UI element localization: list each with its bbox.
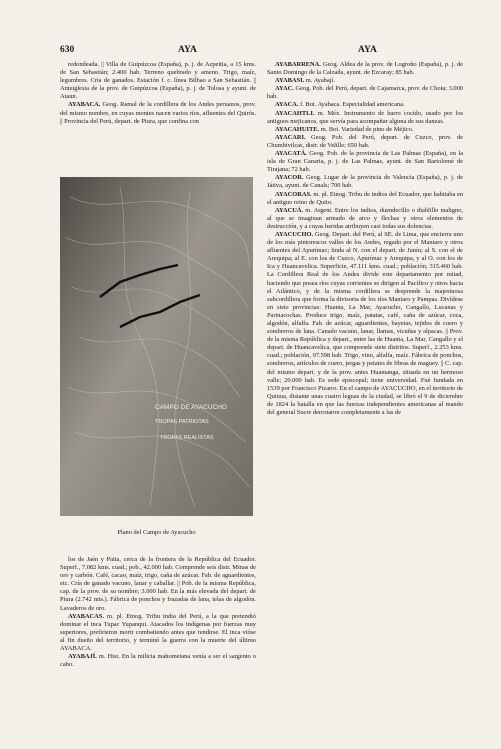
entry-headword: AYACAHUITE. (275, 125, 320, 133)
entry-paragraph (60, 556, 256, 613)
entry-text: m. Ayabají. (305, 77, 335, 85)
entry-headword: AYABACA. (68, 101, 101, 109)
entry-headword: AYACUCHO. (275, 230, 314, 238)
entry-text: Geog. Pob. de la provincia de Las Palmas (España), en la isla de Gran Canaria, p. j. de Las Palmas, ayunt. de San Bartolomé de Tirajana; 72 hab. (267, 150, 463, 174)
entry-headword: AYABARRENA. (275, 61, 321, 68)
entry-paragraph (267, 61, 463, 77)
entry-paragraph (267, 191, 463, 207)
entry-text: Geog. Depart. del Perú, al SE. de Lima, que encierra uno de los más pintorescos valles de los Andes, regado por el Mantaro y otros afluentes del Apurímac; linda al N. con el depart. de Junín; al S. con el de Arequipa; al E. con los de Cuzco, Apurímac y Arequipa, y al O. con los de Ica y Huancavelica. Superficie, 47.111 kms. cuad.; población, 315.460 hab. La Cordillera Real de los Andes divide este departamento por mitad, haciendo que posea ríos cuyas corrientes se dirigen al Pacífico y otros hacia el Atlántico, y de la misma cordillera se desprende la majestuosa subcordillera que forma la divisoria de los ríos Mantaro y Pampas. Divídese en siete provincias: Huanta, La Mar, Ayacucho, Cangallo, Lucanas y Parinacochas. Produce trigo, maíz, patatas, café, caña de azúcar, coca, algodón, alfalfa. Fab. de azúcar, aguardientes, bayetas, tejidos de cuero y sombreros de lana. Canado vacuno, lanar, llamas, vicuñas y alpacas. || Prov. de la misma República y depart., entre las de Huanta, La Mar, Cangallo y el depart. de Huancavelica, que comprende siete distritos. Superf., 2.253 kms. cuad.; población, 97.598 hab. Trigo, vino, alfalfa, maíz. Fábrica de ponchos, sombreros, artículos de cuero, jergas y petates de fibras de maguey. || C. cap. del mismo depart. y de la prov. antes Huamanga, situada en un hermoso valle; 20.000 hab. Es sede episcopal; tiene universidad. Fué fundada en 1539 por Francisco Pizarro. En el campo de AYACUCHO, en el territorio de Quinua, distante unas cuatro leguas de la ciudad, se libró el 9 de diciembre de 1824 la batalla en que las fuerzas independientes americanas al mando del general Sucre derrotaron completamente a las de (267, 230, 463, 417)
entry-headword: AYACA. (275, 101, 299, 109)
entry-paragraph (267, 134, 463, 150)
entry-text: Geog. Lugar de la provincia de Valencia (España), p. j. de Játiva, ayunt. de Canals; 700 hab. (267, 174, 463, 190)
entry-paragraph (267, 126, 463, 134)
right-column (267, 61, 463, 699)
entry-text: los de Jaén y Paita, cerca de la frontera de la República del Ecuador. Superf., 7.082 kms. cuad.; pob., 42.000 hab. Comprende seis distr. Minas de oro y carbón. Café, cacao, maíz, trigo, caña de azúcar. Fab. de aguardientes, etc. Cría de ganado vacuno, lanar y caballar. || Pob. de la misma República, cap. de la prov. de su nombre; 3.000 hab. En la más elevada del depart. de Piura (2.742 mts.). Fábrica de ponchos y frazadas de lana, telas de algodón. Lavaderos de oro. (60, 556, 256, 612)
entry-headword: AYACARI. (275, 133, 306, 141)
entry-text: m. Méx. Instrumento de barro cocido, usado por los antiguos mejicanos, que servía para acompañar alguna de sus danzas. (267, 109, 463, 125)
entry-text: f. Bot. Ayabaca. Especialidad americana. (300, 101, 405, 109)
entry-text: m. Hist. En la milicia mahometana venía a ser el sargento o cabo. (60, 653, 256, 669)
entry-paragraph (267, 101, 463, 109)
entry-text: Geog. Pob. del Perú, depart. de Cuzco, prov. de Chumbivilcas, distr. de Velille; 650 hab. (267, 133, 463, 149)
entry-paragraph (60, 613, 256, 653)
entry-text: m. Argent. Entre los indios, duendecillo o diablillo maligno, al que se imaginan armado de arco y flechas y otros elementos de destrucción, y a cuyas heridas atribuyen casi todas sus dolencias. (267, 206, 463, 230)
entry-headword: AYACOR. (275, 174, 304, 182)
legend-royalist: TROPAS REALISTAS (160, 435, 214, 441)
entry-text: Geog. Ramal de la cordillera de los Andes peruanos, prov. del mismo nombre, en cuyas montes nacen varios ríos, afluentes del Quirós. || Provincia del Perú, depart. de Piura, que confina con (60, 101, 256, 125)
entry-text: Geog. Pob. del Perú, depart. de Cajamarca, prov. de Chota; 3.000 hab. (267, 85, 463, 101)
right-guide-word: AYA (358, 45, 377, 55)
entry-paragraph (267, 150, 463, 174)
entry-text: m. pl. Etnog. Tribu india del Perú, a la que pretendió dominar el inca Tupac Yupanqui. Atacados los indígenas por fuerzas muy superiores, prefirieron morir combatiendo antes que rendirse. El inca vióse al fin dueño del territorio, y terminó la guerra con la muerte del último AYABACA. (60, 612, 256, 653)
entry-paragraph (267, 231, 463, 417)
entry-headword: AYACATÁ. (275, 150, 307, 158)
entry-paragraph (60, 101, 256, 125)
entry-headword: AYABAJÍ. (68, 653, 97, 661)
entry-text: m. Bot. Variedad de pino de Méjico. (320, 125, 414, 133)
entry-paragraph (267, 85, 463, 101)
entry-headword: AYACORAS. (275, 190, 312, 198)
left-column-bottom (60, 556, 256, 699)
battlefield-map (60, 177, 253, 516)
entry-paragraph (60, 653, 256, 669)
left-column-top (60, 61, 256, 176)
running-head (60, 45, 460, 57)
entry-text: m. pl. Etnog. Tribu de indios del Ecuador, que habitaba en el antiguo reino de Quito. (267, 190, 463, 206)
terrain-background (60, 177, 253, 516)
battlefield-map-figure (60, 177, 253, 516)
left-guide-word: AYA (178, 45, 197, 55)
entry-paragraph (267, 174, 463, 190)
map-title: CAMPO DE AYACUCHO (155, 404, 227, 411)
entry-headword: AYABACAS. (68, 612, 104, 620)
figure-caption: Plano del Campo de Ayacucho (117, 529, 196, 536)
entry-headword: AYACUÁ. (275, 206, 304, 214)
legend-patriot: TROPAS PATRIOTAS (155, 419, 209, 425)
entry-paragraph (267, 110, 463, 126)
entry-paragraph (267, 77, 463, 85)
entry-paragraph (267, 207, 463, 231)
page-number: 630 (60, 45, 75, 55)
entry-text: Geog. Aldea de la prov. de Logroño (España), p. j. de Santo Domingo de la Calzada, ayunt. de Ezcaray; 85 hab. (267, 61, 463, 77)
entry-headword: AYAC. (275, 85, 294, 93)
entry-paragraph (60, 61, 256, 101)
entry-text: redondeada. || Villa de Guipúzcoa (España), p. j. de Azpeitia, a 15 kms. de San Sebastián; 2.400 hab. Terreno quebrado y ameno. Trigo, maíz, legumbres. Cría de ganados. Estación f. c. línea Bilbao a San Sebastián. || Anteiglesia de la prov. de Guipúzcoa (España), p. j. de Tolosa y ayunt. de Ataun. (60, 61, 256, 101)
entry-headword: AYABASI. (275, 77, 305, 85)
entry-headword: AYACAHTLI. (275, 109, 315, 117)
